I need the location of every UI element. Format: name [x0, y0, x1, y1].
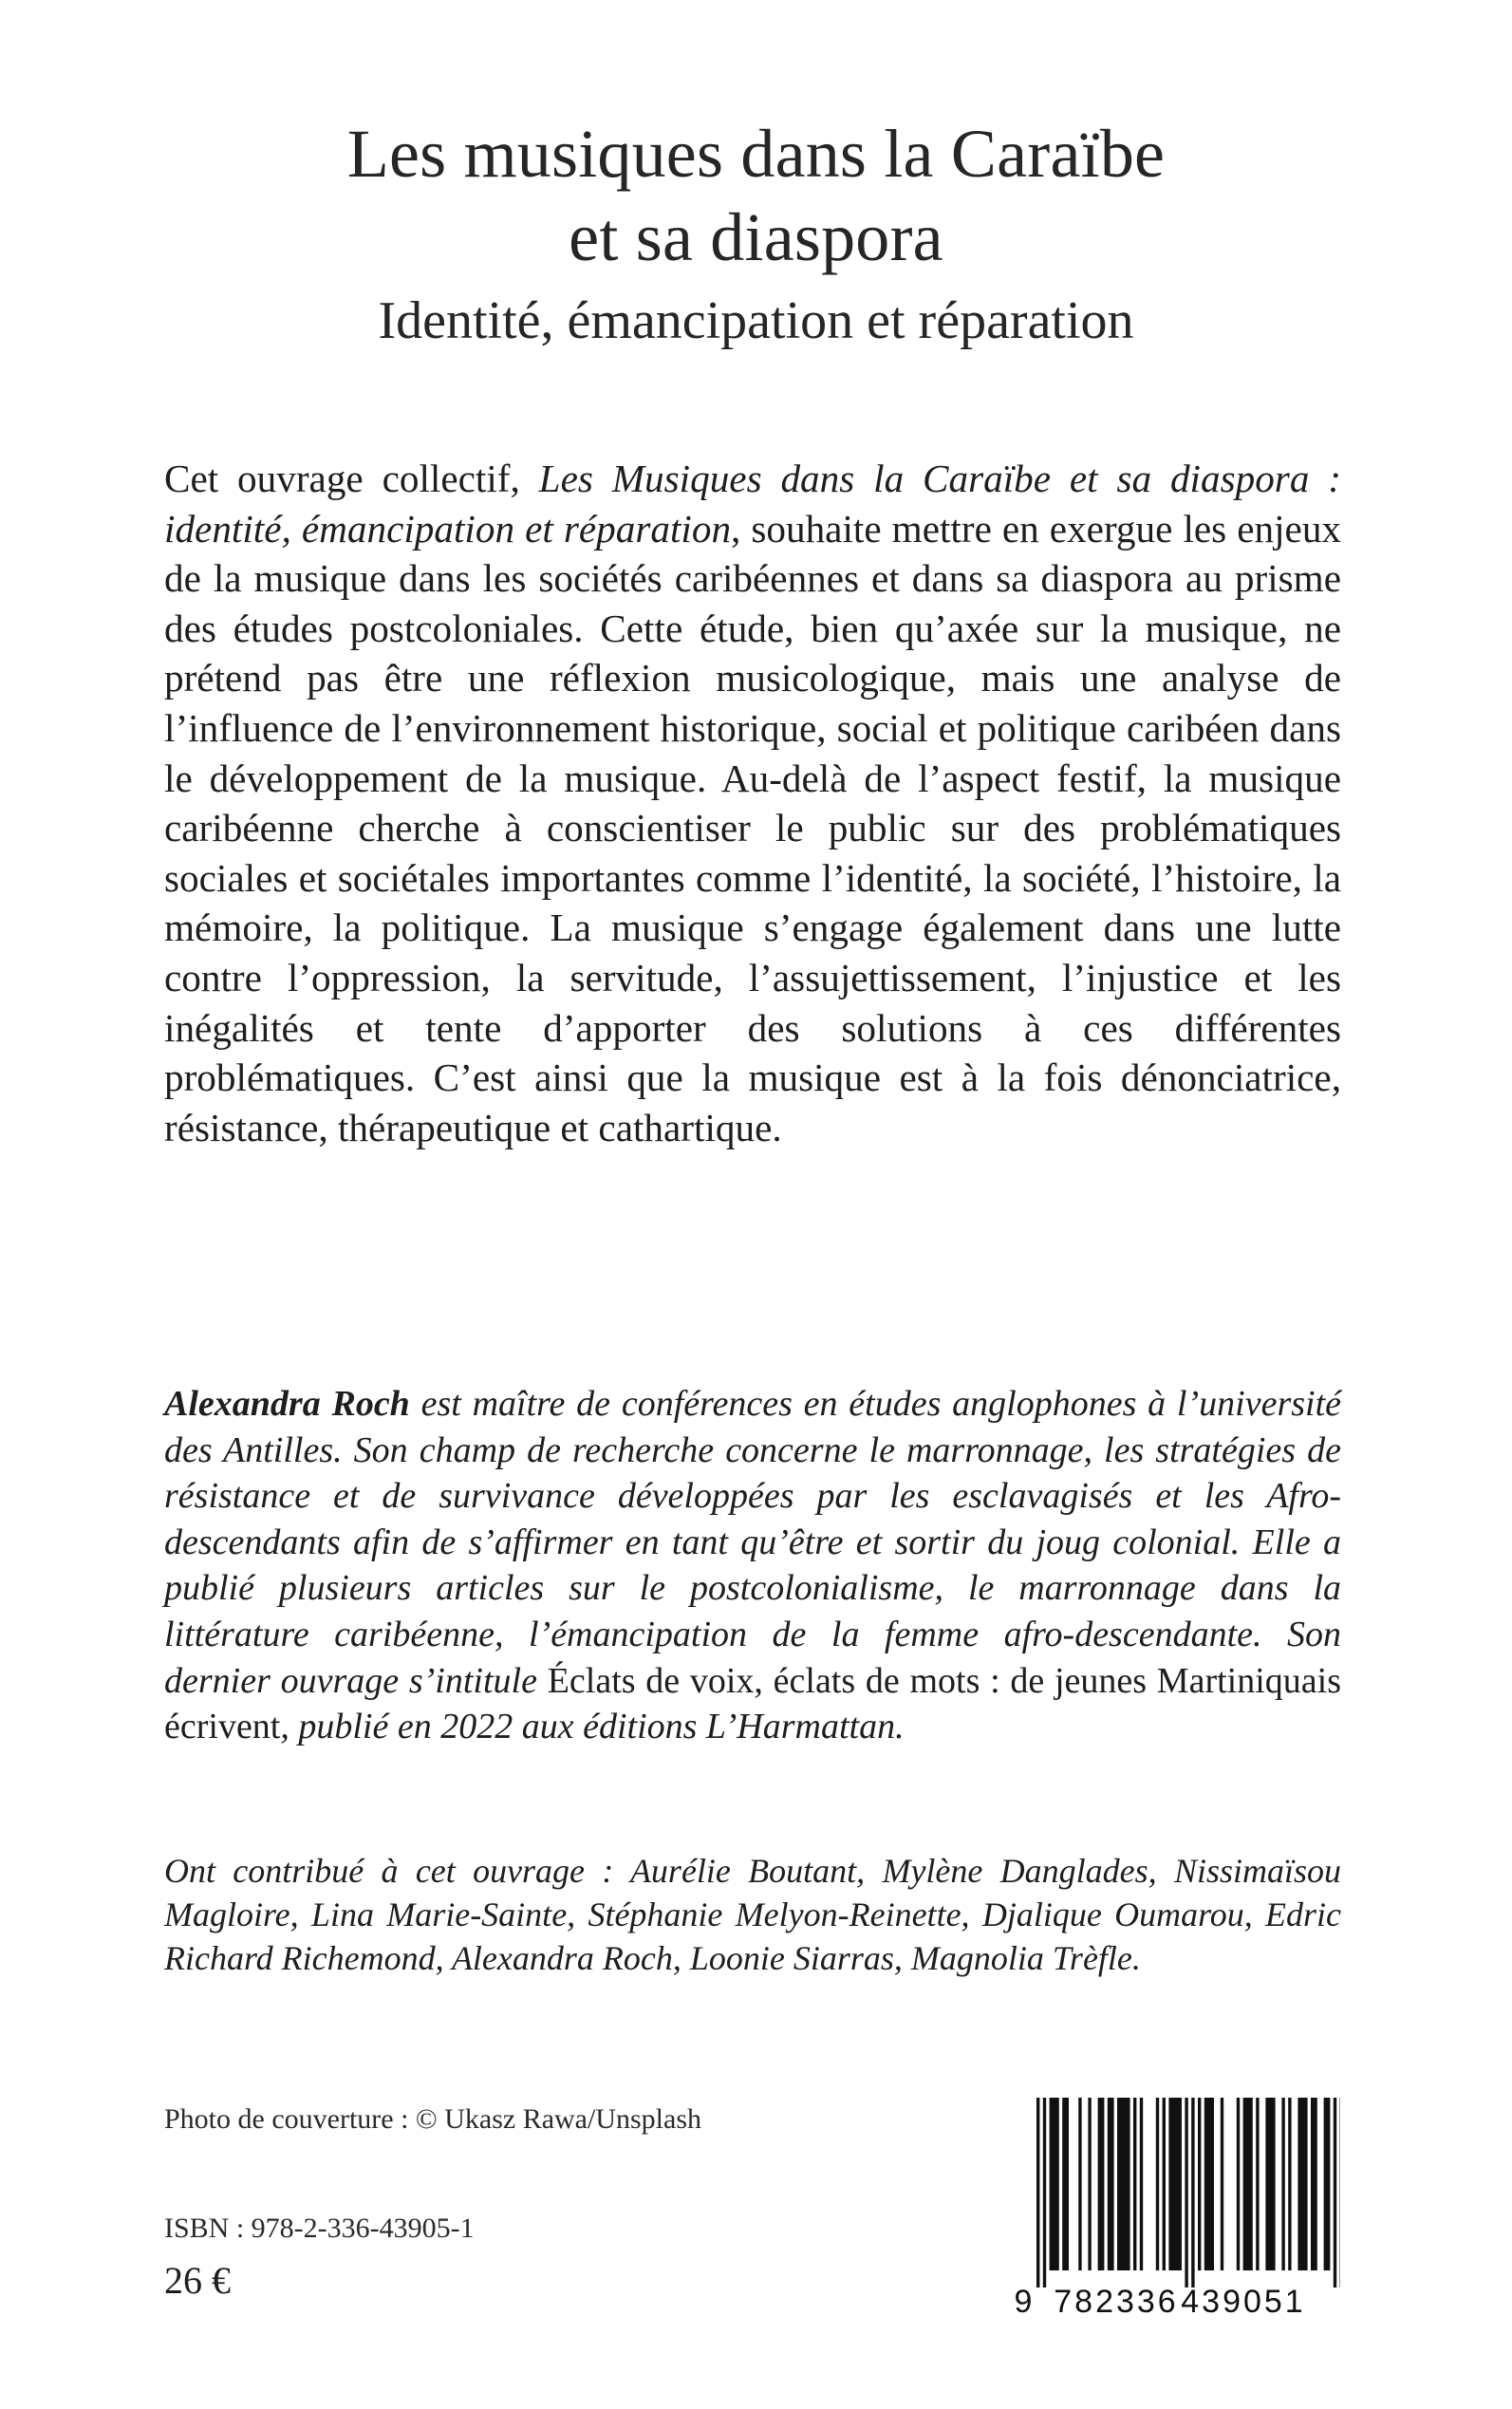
barcode-bar [1265, 2098, 1275, 2270]
barcode-bar [1133, 2098, 1136, 2270]
isbn: ISBN : 978-2-336-43905-1 [164, 2213, 475, 2244]
barcode-left-digits: 782336 [1054, 2284, 1179, 2318]
summary-paragraph [164, 454, 1341, 1152]
barcode-graphic [1012, 2098, 1340, 2318]
author-bio [164, 1381, 1341, 1750]
barcode-bar [1098, 2098, 1105, 2270]
barcode-bar [1078, 2098, 1081, 2270]
barcode-bar [1288, 2098, 1291, 2270]
barcode-guard-bar [1036, 2098, 1039, 2288]
author-name: Alexandra Roch [164, 1384, 410, 1424]
barcode-bar [1140, 2098, 1143, 2270]
barcode-bar [1198, 2098, 1201, 2270]
barcode-bar [1108, 2098, 1114, 2270]
barcode-bar [1237, 2098, 1240, 2270]
barcode-lead-digit: 9 [1014, 2284, 1033, 2318]
summary-body: , souhaite mettre en exergue les enjeux de la musique dans les sociétés caribéennes et dans sa diaspora au prisme des études postcoloniales. Cette étude, bien qu’axée sur la musique, ne prétend pas être une réflexion musicologique, mais une analyse de l’influence de l’environnement historique, social et politique caribéen dans le développement de la musique. Au-delà de l’aspect festif, la musique caribéenne cherche à conscientiser le public sur des problématiques sociales et sociétales importantes comme l’identité, la société, l’histoire, la mémoire, la politique. La musique s’engage également dans une lutte contre l’oppression, la servitude, l’assujettissement, l’injustice et les inégalités et tente d’apporter des solutions à ces différentes problématiques. C’est ainsi que la musique est à la fois dénonciatrice, résistance, thérapeutique et cathartique. [164, 506, 1342, 1149]
price: 26 € [164, 2259, 231, 2302]
author-last-book: Éclats de voix, éclats de mots : de jeunes Martiniquais écrivent [164, 1660, 1341, 1747]
book-title-line-2: et sa diaspora [569, 199, 943, 275]
book-title-line-1: Les musiques dans la Caraïbe [346, 116, 1166, 192]
barcode-guard-bar [1043, 2098, 1046, 2288]
author-publication: , publié en 2022 aux éditions L’Harmattan. [280, 1707, 905, 1747]
barcode-guard-bar [1185, 2098, 1187, 2288]
contributors: Ont contribué à cet ouvrage : Aurélie Boutant, Mylène Danglades, Nissimaïsou Magloire, Lina Marie-Sainte, Stéphanie Melyon-Reinette, Djalique Oumarou, Edric Richard Richemond, Alexandra Roch, Loonie Siarras, Magnolia Trèfle. [164, 1852, 1341, 1977]
barcode-bar [1243, 2098, 1253, 2270]
barcode-bar [1088, 2098, 1091, 2270]
barcode-bar [1221, 2098, 1223, 2270]
barcode-right-digits: 439051 [1181, 2284, 1306, 2318]
photo-credit: Photo de couverture : © Ukasz Rawa/Unsplash [164, 2103, 702, 2135]
barcode-bar [1204, 2098, 1214, 2270]
barcode-bar [1050, 2098, 1059, 2270]
author-bio-text: est maître de conférences en études anglophones à l’université des Antilles. Son champ de recherche concerne le marronnage, les stratégies de résistance et de survivance développées par les esclavagisés et les Afro-descendants afin de s’affirmer en tant qu’être et sortir du joug colonial. Elle a publié plusieurs articles sur le postcolonialisme, le marronnage dans la littérature caribéenne, l’émancipation de la femme afro-descendante. Son dernier ouvrage s’intitule [164, 1384, 1341, 1701]
barcode-bar [1117, 2098, 1130, 2270]
barcode-bar [1062, 2098, 1069, 2270]
barcode [1012, 2098, 1340, 2318]
barcode-guard-bar [1191, 2098, 1194, 2288]
barcode-bar [1256, 2098, 1259, 2270]
barcode-bar [1297, 2098, 1307, 2270]
barcode-bar [1281, 2098, 1284, 2270]
barcode-bar [1311, 2098, 1317, 2270]
book-subtitle: Identité, émancipation et réparation [378, 291, 1134, 350]
title-block [0, 112, 1512, 355]
barcode-guard-bar [1334, 2098, 1336, 2288]
summary-book-title: Les Musiques dans la Caraïbe et sa diaspora : identité, émancipation et réparation [164, 457, 1341, 551]
barcode-bar [1168, 2098, 1182, 2270]
summary-intro: Cet ouvrage collectif, [164, 457, 539, 500]
barcode-bar [1163, 2098, 1166, 2270]
barcode-bar [1324, 2098, 1331, 2270]
barcode-bar [1156, 2098, 1159, 2270]
